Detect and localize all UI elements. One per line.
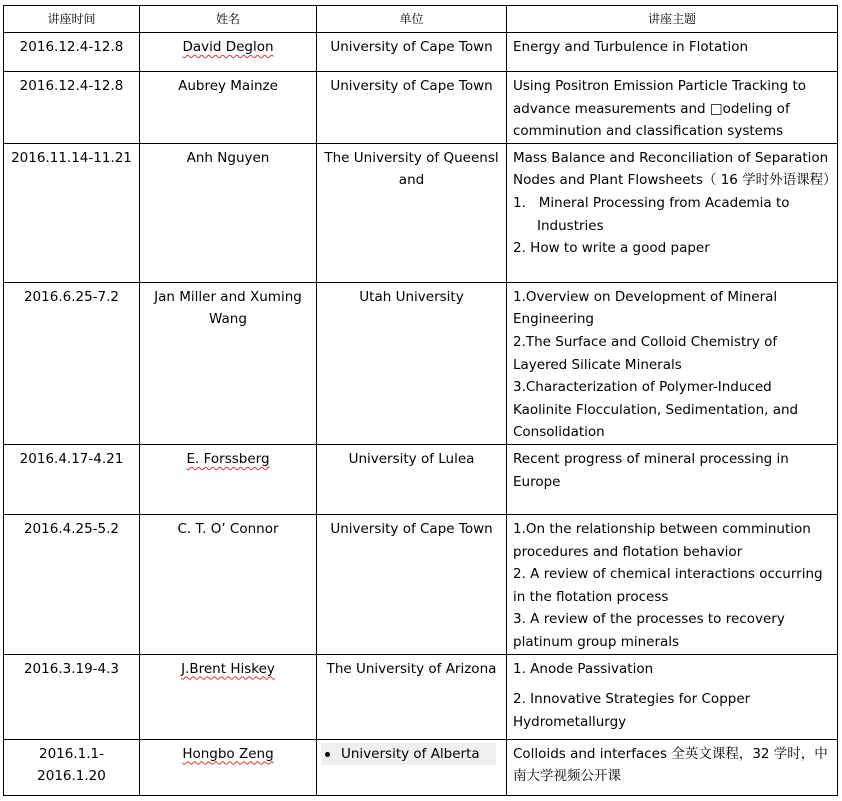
header-name: 姓名 xyxy=(140,6,317,33)
cell-date: 2016.12.4-12.8 xyxy=(4,33,140,72)
cell-date: 2016.12.4-12.8 xyxy=(4,72,140,144)
cell-unit: University of Cape Town xyxy=(317,72,507,144)
table-row xyxy=(4,739,838,795)
topic-item: 1. Mineral Processing from Academia to Industries xyxy=(513,194,790,234)
cell-name xyxy=(140,33,317,72)
cell-date: 2016.4.17-4.21 xyxy=(4,444,140,514)
cell-date: 2016.4.25-5.2 xyxy=(4,514,140,654)
topic-item: 1. Anode Passivation xyxy=(513,660,654,677)
header-unit: 单位 xyxy=(317,6,507,33)
cell-date: 2016.11.14-11.21 xyxy=(4,143,140,282)
cell-name: C. T. O’ Connor xyxy=(140,514,317,654)
name-text: David Deglon xyxy=(182,39,274,55)
bullet-icon xyxy=(325,752,330,757)
header-date: 讲座时间 xyxy=(4,6,140,33)
topic-item: 2. Innovative Strategies for Copper Hydrometallurgy xyxy=(513,691,751,730)
cell-unit: University of Cape Town xyxy=(317,514,507,654)
cell-topic: 1.Overview on Development of Mineral Engineering 2.The Surface and Colloid Chemistry of Layered Silicate Minerals 3.Characterization of Polymer-Induced Kaolinite Flocculation, Sedimentation, and Consolidation xyxy=(507,282,838,444)
cell-topic: Colloids and interfaces 全英文课程，32 学时，中南大学视频公开课 xyxy=(507,739,838,795)
cell-topic: 1.On the relationship between comminution procedures and flotation behavior 2. A review of chemical interactions occurring in the flotation process 3. A review of the processes to recovery platinum group minerals xyxy=(507,514,838,654)
cell-date: 2016.6.25-7.2 xyxy=(4,282,140,444)
cell-unit: University of Lulea xyxy=(317,444,507,514)
name-text: Hongbo Zeng xyxy=(182,745,274,762)
cell-unit: Utah University xyxy=(317,282,507,444)
cell-topic: Recent progress of mineral processing in Europe xyxy=(507,444,838,514)
lecture-table xyxy=(3,5,838,796)
cell-name: Jan Miller and Xuming Wang xyxy=(140,282,317,444)
topic-intro: Mass Balance and Reconciliation of Separation Nodes and Plant Flowsheets（ 16 学时外语课程） xyxy=(513,149,837,189)
topic-item: 2. How to write a good paper xyxy=(513,240,710,257)
cell-unit: The University of Queensl and xyxy=(317,143,507,282)
cell-name xyxy=(140,739,317,795)
table-row xyxy=(4,654,838,739)
bullet-item xyxy=(321,743,496,766)
name-text: E. Forssberg xyxy=(186,450,270,467)
cell-date: 2016.3.19-4.3 xyxy=(4,654,140,739)
table-row xyxy=(4,72,838,144)
cell-name xyxy=(140,654,317,739)
cell-topic xyxy=(507,654,838,739)
table-row xyxy=(4,514,838,654)
cell-unit xyxy=(317,739,507,795)
cell-name: Aubrey Mainze xyxy=(140,72,317,144)
table-row xyxy=(4,282,838,444)
cell-unit: University of Cape Town xyxy=(317,33,507,72)
cell-unit: The University of Arizona xyxy=(317,654,507,739)
table-header-row xyxy=(4,6,838,33)
table-row xyxy=(4,143,838,282)
cell-topic: Energy and Turbulence in Flotation xyxy=(507,33,838,72)
header-topic: 讲座主题 xyxy=(507,6,838,33)
table-row xyxy=(4,33,838,72)
name-text: J.Brent Hiskey xyxy=(181,660,275,677)
cell-topic xyxy=(507,143,838,282)
cell-name: Anh Nguyen xyxy=(140,143,317,282)
cell-name xyxy=(140,444,317,514)
unit-text: University of Alberta xyxy=(341,745,480,762)
table-row xyxy=(4,444,838,514)
cell-date: 2016.1.1- 2016.1.20 xyxy=(4,739,140,795)
cell-topic: Using Positron Emission Particle Tracking to advance measurements and □odeling of comminution and classification systems xyxy=(507,72,838,144)
